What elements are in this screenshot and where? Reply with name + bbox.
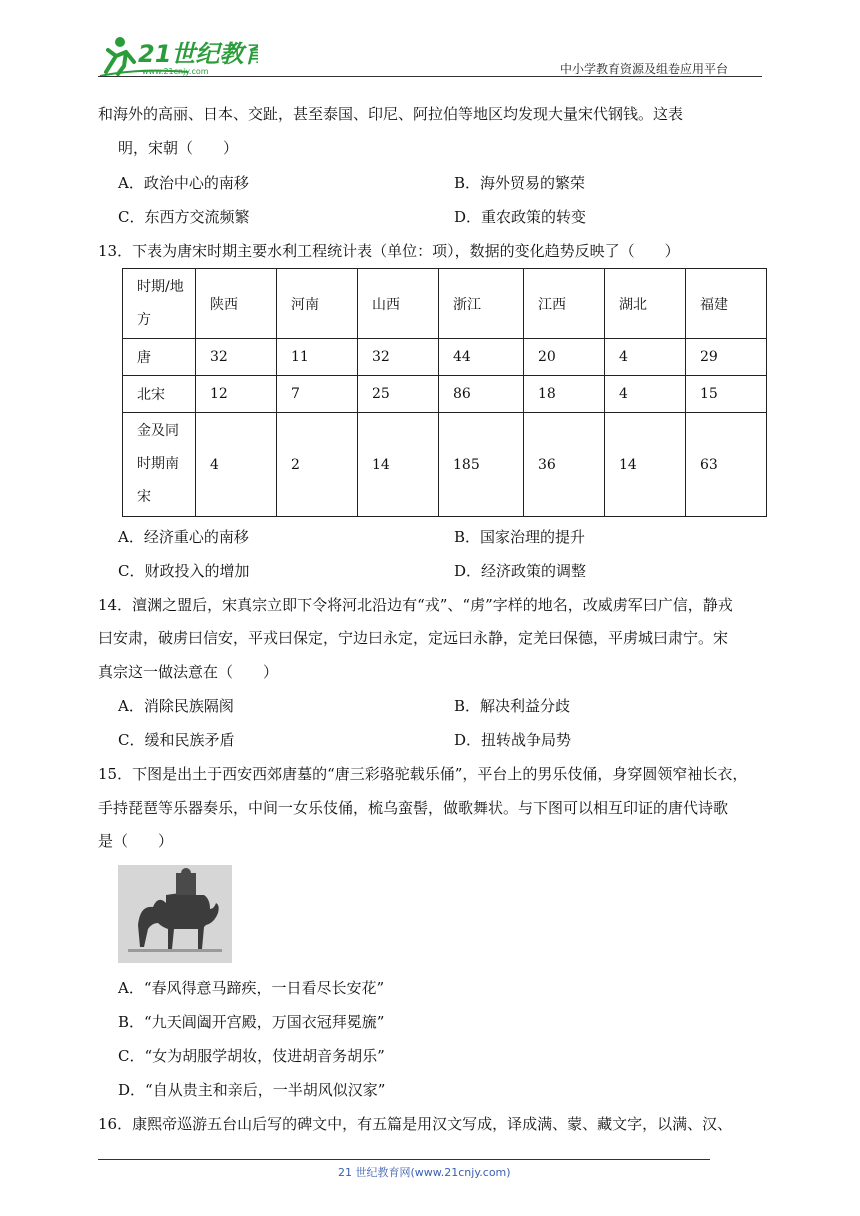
q13-stem: 13．下表为唐宋时期主要水利工程统计表（单位：项），数据的变化趋势反映了（ ） (98, 242, 680, 260)
table-row (123, 376, 767, 413)
q14-stem-line2: 曰安肃，破虏曰信安，平戎曰保定，宁边曰永定，定远曰永静，定羌曰保德，平虏城曰肃宁。宋 (98, 629, 729, 647)
row-label: 北宋 (123, 376, 196, 413)
q15-stem-line3: 是（ ） (98, 832, 174, 850)
table-cell: 4 (605, 376, 686, 413)
site-logo (98, 32, 258, 80)
column-header: 福建 (686, 269, 767, 339)
table-cell: 7 (277, 376, 358, 413)
table-cell: 185 (439, 413, 524, 517)
table-cell: 32 (196, 339, 277, 376)
header-divider (98, 76, 762, 77)
q14-option-a: A．消除民族隔阂 (118, 697, 234, 715)
table-cell: 4 (605, 339, 686, 376)
table-cell: 18 (524, 376, 605, 413)
q12-stem-line2: 明，宋朝（ ） (118, 139, 239, 157)
q13-option-d: D．经济政策的调整 (454, 562, 587, 580)
table-header-cell (123, 269, 196, 339)
camel-figurine-image (118, 865, 232, 963)
q13-option-b: B．国家治理的提升 (454, 528, 586, 546)
q14-option-c: C．缓和民族矛盾 (118, 731, 235, 749)
q12-option-b: B．海外贸易的繁荣 (454, 174, 586, 192)
column-header: 河南 (277, 269, 358, 339)
table-row (123, 339, 767, 376)
platform-name: 中小学教育资源及组卷应用平台 (560, 62, 729, 76)
q16-stem-line1: 16．康熙帝巡游五台山后写的碑文中，有五篇是用汉文写成，译成满、蒙、藏文字，以满、汉、 (98, 1115, 733, 1133)
q12-option-d: D．重农政策的转变 (454, 208, 587, 226)
table-cell: 44 (439, 339, 524, 376)
table-cell: 12 (196, 376, 277, 413)
camel-icon (118, 865, 232, 963)
table-cell: 25 (358, 376, 439, 413)
table-cell: 36 (524, 413, 605, 517)
table-cell: 15 (686, 376, 767, 413)
q15-option-a: A．“春风得意马蹄疾，一日看尽长安花” (118, 979, 385, 997)
q15-stem-line2: 手持琵琶等乐器奏乐，中间一女乐伎俑，梳乌蛮髻，做歌舞状。与下图可以相互印证的唐代诗歌 (98, 799, 729, 817)
table-cell: 86 (439, 376, 524, 413)
row-label-line: 金及同 (137, 423, 179, 439)
column-header: 湖北 (605, 269, 686, 339)
header-label-line: 方 (137, 311, 151, 328)
column-header: 浙江 (439, 269, 524, 339)
table-header-row (123, 269, 767, 339)
footer-link[interactable]: 21 世纪教育网(www.21cnjy.com) (338, 1166, 511, 1179)
column-header: 山西 (358, 269, 439, 339)
q12-option-c: C．东西方交流频繁 (118, 208, 250, 226)
q15-stem-line1: 15．下图是出土于西安西郊唐墓的“唐三彩骆驼载乐俑”，平台上的男乐伎俑，身穿圆领窄袖长衣， (98, 765, 748, 783)
water-conservancy-table (122, 268, 767, 517)
q12-option-a: A．政治中心的南移 (118, 174, 249, 192)
row-label: 唐 (123, 339, 196, 376)
q14-stem-line1: 14．澶渊之盟后，宋真宗立即下令将河北沿边有“戎”、“虏”字样的地名，改威虏军曰广信，静戎 (98, 596, 733, 614)
footer-divider (98, 1159, 710, 1160)
q15-option-d: D．“自从贵主和亲后，一半胡风似汉家” (118, 1081, 386, 1099)
column-header: 江西 (524, 269, 605, 339)
q12-stem-line1: 和海外的高丽、日本、交趾，甚至泰国、印尼、阿拉伯等地区均发现大量宋代钢钱。这表 (98, 105, 684, 123)
q13-option-c: C．财政投入的增加 (118, 562, 250, 580)
table-cell: 11 (277, 339, 358, 376)
q14-stem-line3: 真宗这一做法意在（ ） (98, 663, 279, 681)
table-cell: 14 (358, 413, 439, 517)
column-header: 陕西 (196, 269, 277, 339)
runner-logo-icon (98, 32, 258, 80)
q15-option-b: B．“九天阊阖开宫殿，万国衣冠拜冕旒” (118, 1013, 385, 1031)
table-cell: 29 (686, 339, 767, 376)
header-label-line: 时期/地 (137, 278, 184, 295)
logo-url: www.21cnjy.com (142, 67, 209, 76)
row-label (123, 413, 196, 517)
q14-option-b: B．解决利益分歧 (454, 697, 571, 715)
row-label-line: 宋 (137, 489, 151, 505)
table-cell: 2 (277, 413, 358, 517)
table-row (123, 413, 767, 517)
table-cell: 14 (605, 413, 686, 517)
table-cell: 63 (686, 413, 767, 517)
row-label-line: 时期南 (137, 456, 179, 472)
table-cell: 32 (358, 339, 439, 376)
table-cell: 20 (524, 339, 605, 376)
q15-option-c: C．“女为胡服学胡妆，伎进胡音务胡乐” (118, 1047, 385, 1065)
table-cell: 4 (196, 413, 277, 517)
logo-text: 21世纪教育 (138, 40, 258, 68)
q14-option-d: D．扭转战争局势 (454, 731, 572, 749)
q13-option-a: A．经济重心的南移 (118, 528, 249, 546)
